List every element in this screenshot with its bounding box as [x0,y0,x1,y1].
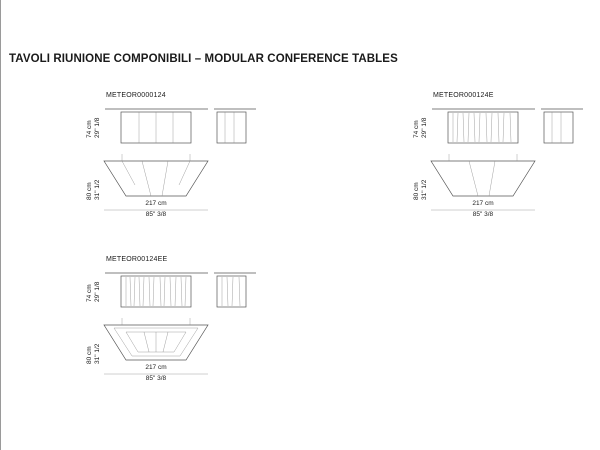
height-in-label: 29" 1/8 [94,117,101,138]
page-title: TAVOLI RIUNIONE COMPONIBILI – MODULAR CONFERENCE TABLES [9,53,398,65]
page-left-border [0,0,1,450]
height-cm-label: 74 cm [413,120,420,138]
product-code: METEOR000124E [433,92,494,99]
depth-in-label: 31" 1/2 [421,179,428,200]
height-cm-label: 74 cm [86,120,93,138]
height-in-label: 29" 1/8 [94,281,101,302]
width-in-label: 85" 3/8 [472,211,494,218]
table-drawing [84,92,344,232]
product-code: METEOR00124EE [106,256,168,263]
depth-in-label: 31" 1/2 [94,179,101,200]
product-block-meteor0000124 [84,92,344,218]
height-in-label: 29" 1/8 [421,117,428,138]
depth-cm-label: 80 cm [413,182,420,200]
height-cm-label: 74 cm [86,284,93,302]
depth-cm-label: 80 cm [86,346,93,364]
width-cm-label: 217 cm [472,200,494,207]
width-cm-label: 217 cm [145,200,167,207]
width-in-label: 85" 3/8 [145,211,167,218]
depth-cm-label: 80 cm [86,182,93,200]
product-code: METEOR0000124 [106,92,166,99]
product-block-meteor00124ee [84,256,344,382]
width-in-label: 85" 3/8 [145,375,167,382]
depth-in-label: 31" 1/2 [94,343,101,364]
product-block-meteor000124e [411,92,600,218]
width-cm-label: 217 cm [145,364,167,371]
